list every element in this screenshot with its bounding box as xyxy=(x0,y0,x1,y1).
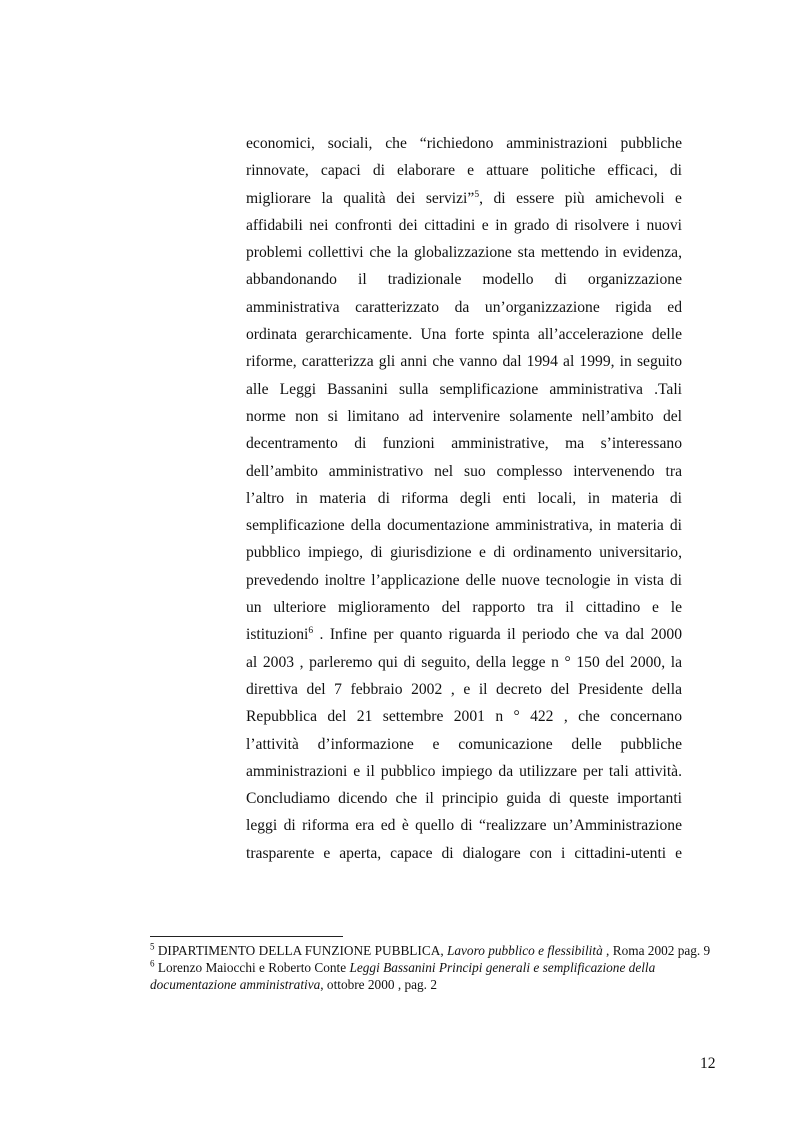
body-line: un ulteriore miglioramento del rapporto tra il cittadino e le xyxy=(246,599,682,617)
body-line-part: . Infine per quanto riguarda il periodo che va dal 2000 xyxy=(313,626,682,644)
footnote-title: Lavoro pubblico e flessibilità xyxy=(446,943,603,958)
body-line: riforme, caratterizza gli anni che vanno dal 1994 al 1999, in seguito xyxy=(246,353,682,371)
body-line: direttiva del 7 febbraio 2002 , e il decreto del Presidente della xyxy=(246,680,682,698)
footnote-number: 5 xyxy=(150,941,155,952)
body-line: affidabili nei confronti dei cittadini e in grado di risolvere i nuovi xyxy=(246,216,682,234)
body-line: problemi collettivi che la globalizzazione sta mettendo in evidenza, xyxy=(246,244,682,262)
page-number: 12 xyxy=(700,1055,716,1072)
footnote-details: , ottobre 2000 , pag. 2 xyxy=(320,977,437,992)
footnote-6-continued xyxy=(150,976,730,993)
body-line xyxy=(246,185,682,212)
footnote-number: 6 xyxy=(150,958,155,969)
body-line: Repubblica del 21 settembre 2001 n ° 422 , che concernano xyxy=(246,708,682,726)
body-line-part: istituzioni xyxy=(246,626,309,644)
body-line: al 2003 , parleremo qui di seguito, della legge n ° 150 del 2000, la xyxy=(246,653,682,671)
body-text xyxy=(246,130,682,867)
footnote-author: Lorenzo Maiocchi e Roberto Conte xyxy=(154,960,350,975)
body-line-part: migliorare la qualità dei servizi” xyxy=(246,189,475,207)
body-line: l’attività d’informazione e comunicazione delle pubbliche xyxy=(246,735,682,753)
body-line: prevedendo inoltre l’applicazione delle nuove tecnologie in vista di xyxy=(246,571,682,589)
footnote-6 xyxy=(150,959,730,976)
body-line: amministrativa caratterizzato da un’organizzazione rigida ed xyxy=(246,298,682,316)
footnote-ref-6: 6 xyxy=(308,626,314,637)
body-line: abbandonando il tradizionale modello di organizzazione xyxy=(246,271,682,289)
footnote-title: Leggi Bassanini Principi generali e semplificazione della xyxy=(349,960,656,975)
footnote-5 xyxy=(150,942,730,959)
footnote-ref-5: 5 xyxy=(474,189,480,200)
body-line: trasparente e aperta, capace di dialogare con i cittadini-utenti e xyxy=(246,844,682,862)
body-line: rinnovate, capaci di elaborare e attuare politiche efficaci, di xyxy=(246,162,682,180)
body-line: amministrazioni e il pubblico impiego da utilizzare per tali attività. xyxy=(246,762,682,780)
footnote-details: , Roma 2002 pag. 9 xyxy=(602,943,711,958)
body-line: dell’ambito amministrativo nel suo complesso intervenendo tra xyxy=(246,462,682,480)
body-line-part: , di essere più amichevoli e xyxy=(479,189,682,207)
footnotes xyxy=(150,942,730,993)
body-line: semplificazione della documentazione amministrativa, in materia di xyxy=(246,517,682,535)
body-line: ordinata gerarchicamente. Una forte spinta all’accelerazione delle xyxy=(246,326,682,344)
footnote-author: DIPARTIMENTO DELLA FUNZIONE PUBBLICA, xyxy=(154,943,447,958)
body-line: leggi di riforma era ed è quello di “realizzare un’Amministrazione xyxy=(246,817,682,835)
body-line: Concludiamo dicendo che il principio guida di queste importanti xyxy=(246,790,682,808)
body-line: pubblico impiego, di giurisdizione e di ordinamento universitario, xyxy=(246,544,682,562)
footnote-title: documentazione amministrativa xyxy=(150,977,321,992)
footnote-divider xyxy=(150,936,343,937)
body-line: alle Leggi Bassanini sulla semplificazione amministrativa .Tali xyxy=(246,380,682,398)
body-line: norme non si limitano ad intervenire solamente nell’ambito del xyxy=(246,407,682,425)
body-line: decentramento di funzioni amministrative, ma s’interessano xyxy=(246,435,682,453)
body-line: l’altro in materia di riforma degli enti locali, in materia di xyxy=(246,489,682,507)
body-line xyxy=(246,621,682,648)
body-line: economici, sociali, che “richiedono amministrazioni pubbliche xyxy=(246,135,682,152)
